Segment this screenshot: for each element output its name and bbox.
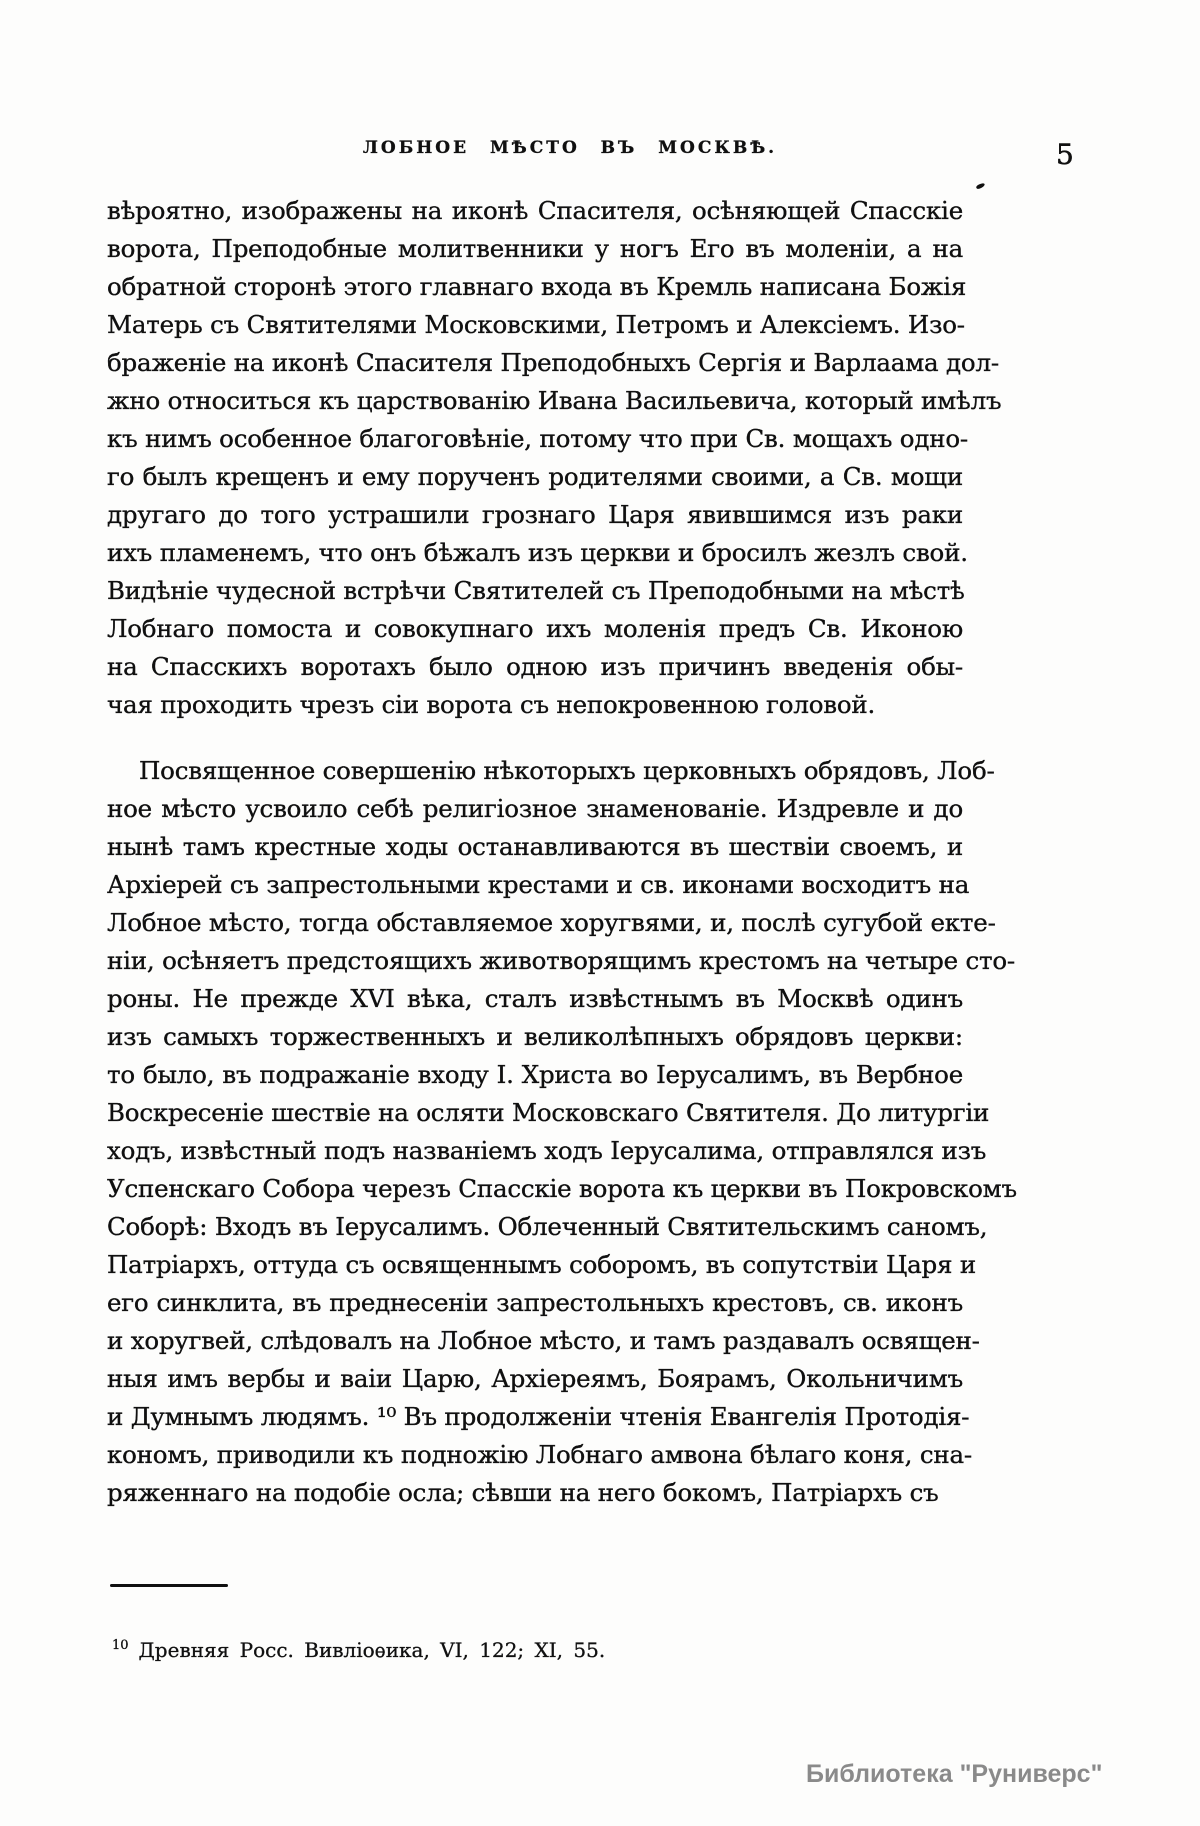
text-line: обратной сторонѣ этого главнаго входа въ Кремль написана Божія bbox=[107, 272, 967, 301]
ink-speck-artifact bbox=[976, 182, 986, 190]
footnote-marker: 10 bbox=[112, 1638, 129, 1654]
text-line: изъ самыхъ торжественныхъ и великолѣпныхъ обрядовъ церкви: bbox=[107, 1022, 963, 1051]
footnote-separator-rule bbox=[110, 1584, 228, 1587]
text-line: на Спасскихъ воротахъ было одною изъ причинъ введенія обы- bbox=[107, 652, 963, 681]
text-line: чая проходить чрезъ сіи ворота съ непокровенною головой. bbox=[107, 690, 876, 719]
text-line: ходъ, извѣстный подъ названіемъ ходъ Іерусалима, отправлялся изъ bbox=[107, 1136, 987, 1165]
text-line: ихъ пламенемъ, что онъ бѣжалъ изъ церкви и бросилъ жезлъ свой. bbox=[107, 538, 968, 567]
text-line: роны. Не прежде XVI вѣка, сталъ извѣстнымъ въ Москвѣ одинъ bbox=[107, 984, 963, 1013]
text-line: кономъ, приводили къ подножію Лобнаго амвона бѣлаго коня, сна- bbox=[107, 1440, 972, 1469]
text-line: его синклита, въ преднесеніи запрестольныхъ крестовъ, св. иконъ bbox=[107, 1288, 963, 1317]
body-text bbox=[107, 192, 1017, 1512]
text-line: то было, въ подражаніе входу І. Христа во Іерусалимъ, въ Вербное bbox=[107, 1060, 963, 1089]
paragraph bbox=[107, 752, 1017, 1512]
footnote-text: Древняя Росс. Вивліоѳика, VI, 122; XI, 55. bbox=[138, 1638, 606, 1662]
text-line: браженіе на иконѣ Спасителя Преподобныхъ Сергія и Варлаама дол- bbox=[107, 348, 999, 377]
text-line: ряженнаго на подобіе осла; сѣвши на него бокомъ, Патріархъ съ bbox=[107, 1478, 939, 1507]
library-watermark: Библиотека "Руниверс" bbox=[806, 1760, 1103, 1788]
text-line: ныя имъ вербы и ваіи Царю, Архіереямъ, Боярамъ, Окольничимъ bbox=[107, 1364, 963, 1393]
footnote bbox=[112, 1638, 605, 1662]
text-line: го былъ крещенъ и ему порученъ родителями своими, а Св. мощи bbox=[107, 462, 963, 491]
text-line: Воскресеніе шествіе на осляти Московскаго Святителя. До литургіи bbox=[107, 1098, 990, 1127]
paragraph bbox=[107, 192, 1002, 724]
text-line: жно относиться къ царствованію Ивана Васильевича, который имѣлъ bbox=[107, 386, 1002, 415]
text-line: ніи, осѣняетъ предстоящихъ животворящимъ крестомъ на четыре сто- bbox=[107, 946, 1015, 975]
text-line: Посвященное совершенію нѣкоторыхъ церковныхъ обрядовъ, Лоб- bbox=[139, 756, 995, 785]
running-head-title: ЛОБНОЕ МѢСТО ВЪ МОСКВѢ. bbox=[362, 138, 778, 158]
text-line: и Думнымъ людямъ. ¹⁰ Въ продолженіи чтенія Евангелія Протодія- bbox=[107, 1402, 970, 1431]
text-line: Видѣніе чудесной встрѣчи Святителей съ Преподобными на мѣстѣ bbox=[107, 576, 965, 605]
text-line: вѣроятно, изображены на иконѣ Спасителя, осѣняющей Спасскіе bbox=[107, 196, 963, 225]
text-line: Лобнаго помоста и совокупнаго ихъ моленія предъ Св. Иконою bbox=[107, 614, 963, 643]
page-number: 5 bbox=[1056, 138, 1074, 171]
text-line: Соборѣ: Входъ въ Іерусалимъ. Облеченный Святительскимъ саномъ, bbox=[107, 1212, 988, 1241]
text-line: Патріархъ, оттуда съ освященнымъ соборомъ, въ сопутствіи Царя и bbox=[107, 1250, 976, 1279]
text-line: и хоругвей, слѣдовалъ на Лобное мѣсто, и тамъ раздавалъ освящен- bbox=[107, 1326, 980, 1355]
text-line: ное мѣсто усвоило себѣ религіозное знаменованіе. Издревле и до bbox=[107, 794, 963, 823]
text-line: къ нимъ особенное благоговѣніе, потому что при Св. мощахъ одно- bbox=[107, 424, 969, 453]
text-line: Лобное мѣсто, тогда обставляемое хоругвями, и, послѣ сугубой екте- bbox=[107, 908, 996, 937]
text-line: Матерь съ Святителями Московскими, Петромъ и Алексіемъ. Изо- bbox=[107, 310, 965, 339]
text-line: другаго до того устрашили грознаго Царя явившимся изъ раки bbox=[107, 500, 963, 529]
text-line: нынѣ тамъ крестные ходы останавливаются въ шествіи своемъ, и bbox=[107, 832, 963, 861]
text-line: Архіерей съ запрестольными крестами и св. иконами восходитъ на bbox=[107, 870, 970, 899]
text-line: Успенскаго Собора черезъ Спасскіе ворота къ церкви въ Покровскомъ bbox=[107, 1174, 1017, 1203]
text-line: ворота, Преподобные молитвенники у ногъ Его въ моленіи, а на bbox=[107, 234, 963, 263]
